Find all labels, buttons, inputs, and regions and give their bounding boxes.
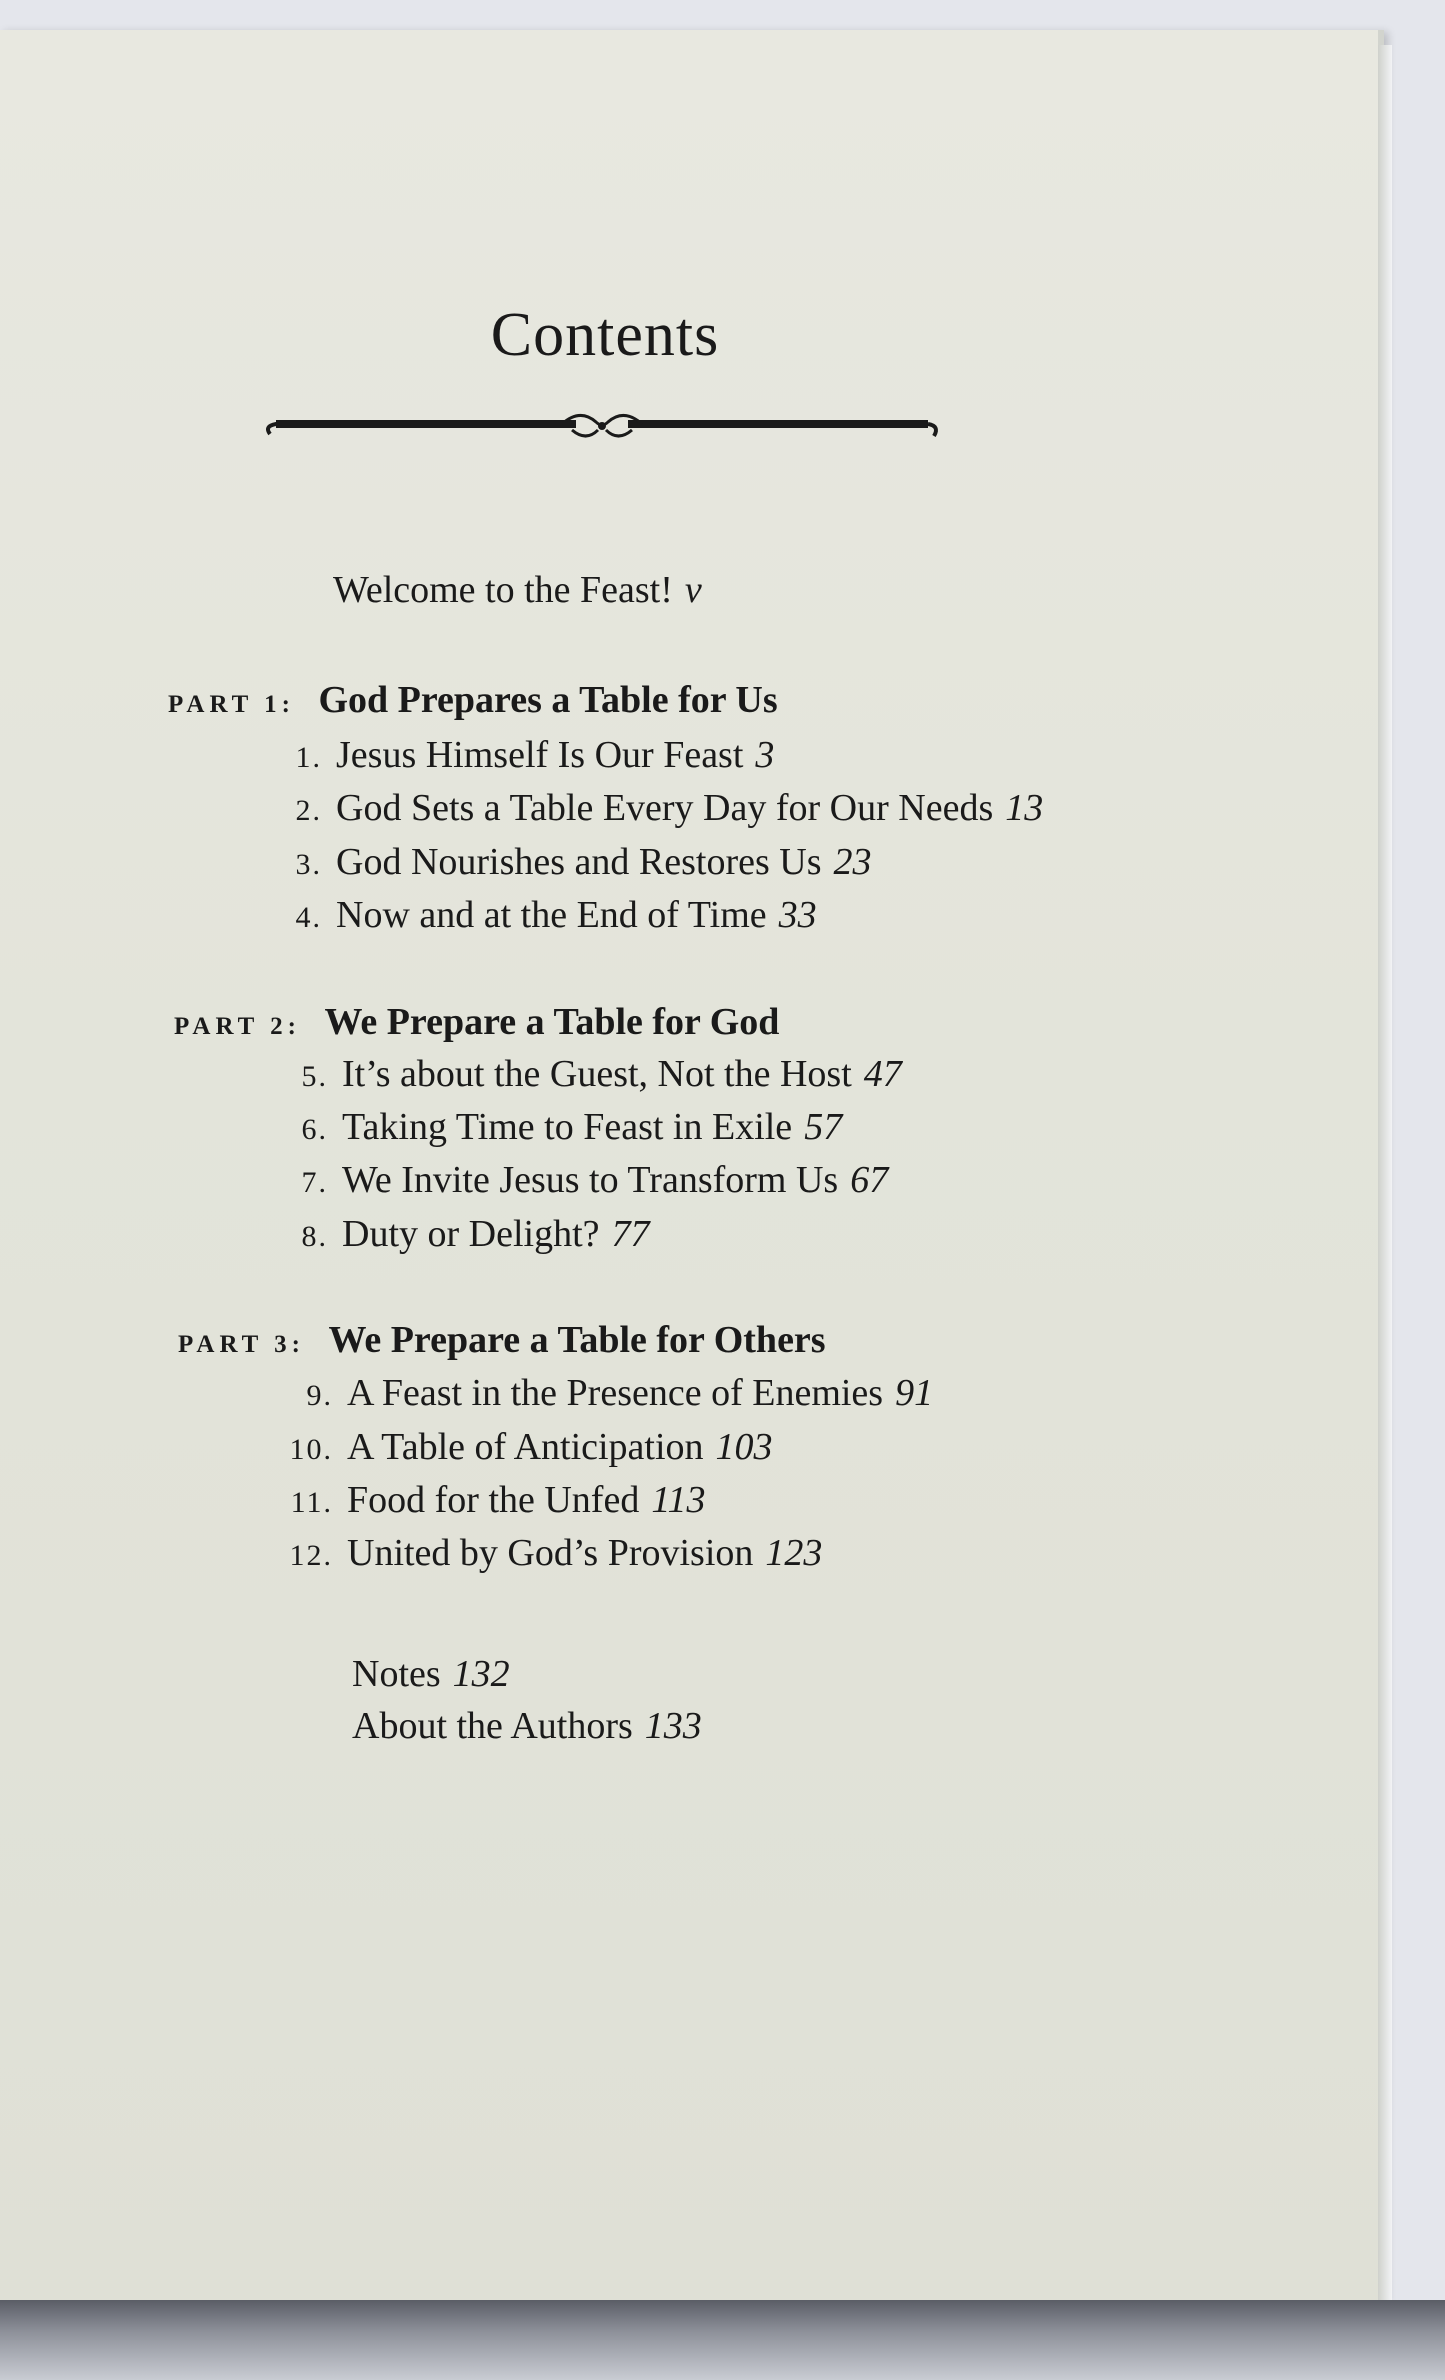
page-number: 123 [765, 1532, 823, 1574]
page-number: 13 [1005, 787, 1044, 829]
entry-title: About the Authors [352, 1705, 633, 1747]
part-heading-1 [168, 678, 778, 722]
page-number: 132 [452, 1653, 510, 1695]
part-title: God Prepares a Table for Us [318, 679, 778, 721]
toc-entry [262, 893, 817, 937]
ornament-divider-icon [262, 396, 942, 446]
page-number: 133 [644, 1705, 702, 1747]
page-number: 77 [611, 1213, 650, 1255]
chapter-number: 8. [301, 1220, 328, 1253]
part-title: We Prepare a Table for God [324, 1001, 780, 1043]
chapter-number: 2. [295, 794, 322, 827]
page-edge [1378, 45, 1392, 2305]
toc-entry [268, 1052, 902, 1096]
chapter-number: 10. [289, 1433, 333, 1466]
entry-title: Welcome to the Feast! [333, 569, 673, 611]
page-number: 47 [863, 1053, 902, 1095]
chapter-number: 6. [301, 1113, 328, 1146]
part-label: PART 1: [168, 691, 295, 718]
chapter-title: It’s about the Guest, Not the Host [342, 1053, 852, 1095]
toc-entry-welcome [333, 568, 702, 612]
part-heading-3 [178, 1318, 826, 1362]
toc-entry [273, 1531, 822, 1575]
page-title: Contents [490, 301, 720, 369]
toc-entry [268, 1212, 650, 1256]
toc-entry [262, 733, 774, 777]
page-number: 23 [833, 841, 872, 883]
page-number: 103 [715, 1426, 773, 1468]
chapter-number: 9. [306, 1379, 333, 1412]
chapter-title: Jesus Himself Is Our Feast [336, 734, 744, 776]
toc-entry-about-authors [352, 1704, 702, 1748]
chapter-title: Taking Time to Feast in Exile [342, 1106, 793, 1148]
background-surface [0, 2300, 1445, 2380]
part-label: PART 2: [174, 1013, 301, 1040]
chapter-title: A Feast in the Presence of Enemies [347, 1372, 884, 1414]
part-heading-2 [174, 1000, 779, 1044]
chapter-number: 5. [301, 1060, 328, 1093]
toc-entry [273, 1425, 773, 1469]
page-number: 33 [778, 894, 817, 936]
chapter-number: 11. [290, 1486, 333, 1519]
chapter-title: We Invite Jesus to Transform Us [342, 1159, 839, 1201]
toc-entry [262, 786, 1043, 830]
page-number: 91 [895, 1372, 934, 1414]
page-number: 57 [804, 1106, 843, 1148]
toc-entry [268, 1158, 888, 1202]
chapter-number: 1. [295, 741, 322, 774]
entry-title: Notes [352, 1653, 441, 1695]
chapter-number: 3. [295, 848, 322, 881]
toc-entry-notes [352, 1652, 510, 1696]
toc-entry [262, 840, 872, 884]
page-number: 3 [755, 734, 775, 776]
part-label: PART 3: [178, 1331, 305, 1358]
chapter-title: Duty or Delight? [342, 1213, 600, 1255]
chapter-number: 12. [289, 1539, 333, 1572]
toc-entry [273, 1371, 933, 1415]
page-number: v [684, 569, 702, 611]
page-number: 113 [651, 1479, 706, 1521]
chapter-title: United by God’s Provision [347, 1532, 754, 1574]
chapter-title: Now and at the End of Time [336, 894, 767, 936]
chapter-number: 7. [301, 1166, 328, 1199]
chapter-title: Food for the Unfed [347, 1479, 640, 1521]
page-number: 67 [850, 1159, 889, 1201]
chapter-number: 4. [295, 901, 322, 934]
chapter-title: God Nourishes and Restores Us [336, 841, 822, 883]
chapter-title: God Sets a Table Every Day for Our Needs [336, 787, 994, 829]
part-title: We Prepare a Table for Others [328, 1319, 826, 1361]
chapter-title: A Table of Anticipation [347, 1426, 704, 1468]
toc-entry [273, 1478, 706, 1522]
toc-entry [268, 1105, 842, 1149]
